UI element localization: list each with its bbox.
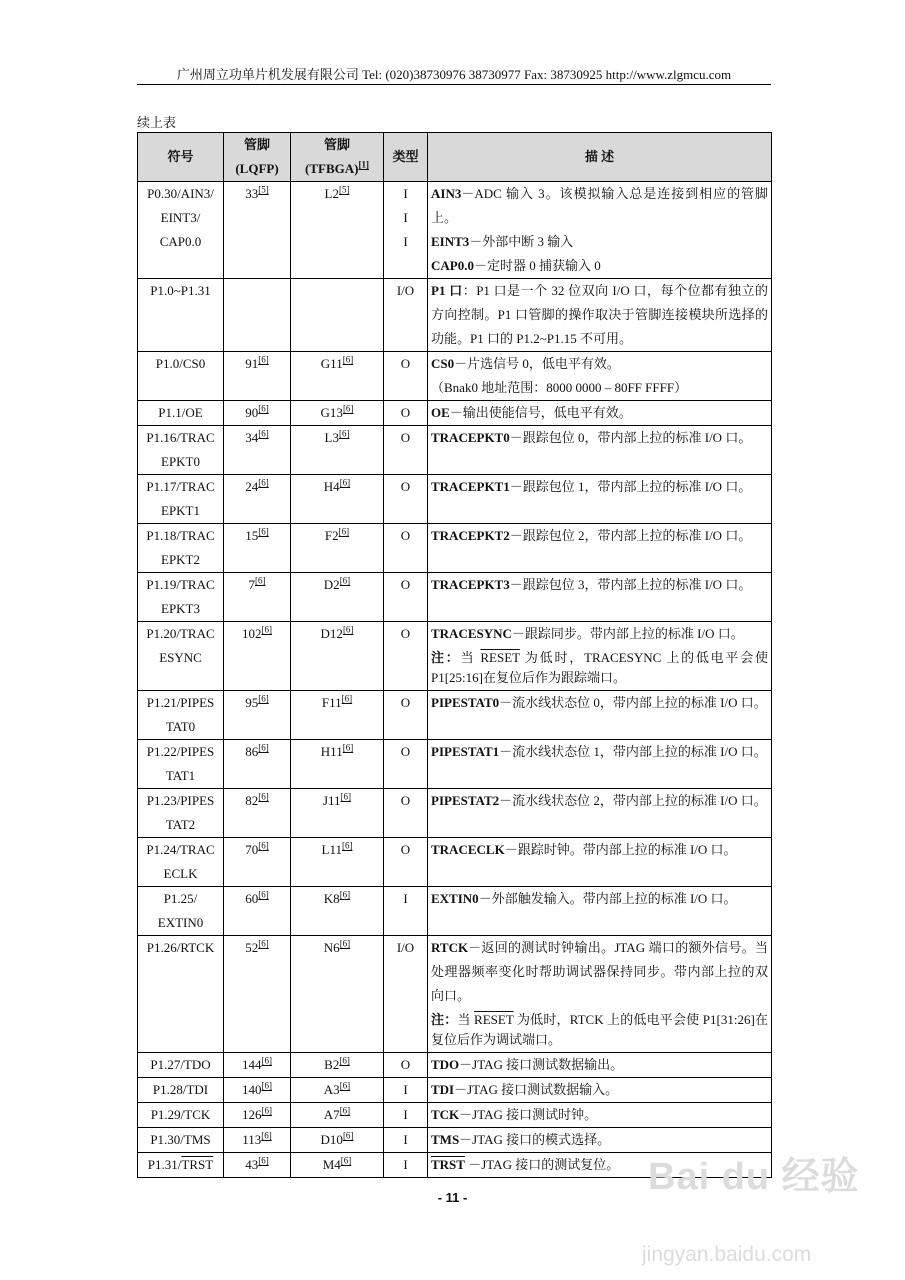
footnote-ref: [5] <box>258 184 269 195</box>
cell-pin-tfbga: D2[6] <box>291 573 384 622</box>
table-row <box>138 1103 772 1128</box>
table-row <box>138 1078 772 1103</box>
cell-description <box>428 182 772 279</box>
cell-type: I <box>384 1078 428 1103</box>
description-line: RTCK－返回的测试时钟输出。JTAG 端口的额外信号。当处理器频率变化时帮助调试器保持同步。带内部上拉的双向口。 <box>431 940 768 1003</box>
symbol-line: P1.19/TRAC <box>146 577 215 592</box>
table-row <box>138 887 772 936</box>
footnote-ref: [6] <box>342 354 354 365</box>
symbol-line: EPKT3 <box>161 601 200 616</box>
footnote-ref: [6] <box>339 1105 351 1116</box>
cell-pin-lqfp: 126[6] <box>224 1103 291 1128</box>
cell-pin-lqfp: 140[6] <box>224 1078 291 1103</box>
cell-symbol <box>138 740 224 789</box>
cell-description <box>428 524 772 573</box>
cell-pin-lqfp: 86[6] <box>224 740 291 789</box>
cell-symbol <box>138 426 224 475</box>
cell-type: I <box>384 1103 428 1128</box>
description-line: OE－输出使能信号，低电平有效。 <box>431 405 632 420</box>
footnote-ref: [6] <box>258 889 269 900</box>
footnote-ref: [6] <box>338 428 350 439</box>
cell-symbol <box>138 887 224 936</box>
cell-description <box>428 1103 772 1128</box>
table-row <box>138 426 772 475</box>
cell-type: I <box>384 1128 428 1153</box>
symbol-line: TAT2 <box>165 817 196 832</box>
cell-description <box>428 1053 772 1078</box>
description-line: TMS－JTAG 接口的模式选择。 <box>431 1132 611 1147</box>
cell-type: O <box>384 426 428 475</box>
cell-pin-lqfp: 15[6] <box>224 524 291 573</box>
symbol-line: EINT3/ <box>160 210 201 225</box>
description-line: TDO－JTAG 接口测试数据输出。 <box>431 1057 624 1072</box>
symbol-line: P1.1/OE <box>158 405 203 420</box>
symbol-line: P1.17/TRAC <box>146 479 215 494</box>
symbol-line: P1.22/PIPES <box>146 744 215 759</box>
table-row <box>138 691 772 740</box>
cell-type: O <box>384 524 428 573</box>
footnote-ref: [6] <box>258 477 269 488</box>
cell-pin-tfbga: D12[6] <box>291 622 384 691</box>
header-pin-lqfp: 管脚 (LQFP) <box>224 133 291 182</box>
symbol-line: P1.23/PIPES <box>146 793 215 808</box>
cell-pin-tfbga: L3[6] <box>291 426 384 475</box>
table-row <box>138 524 772 573</box>
table-row <box>138 573 772 622</box>
cell-pin-lqfp: 7[6] <box>224 573 291 622</box>
cell-description <box>428 691 772 740</box>
cell-type: I I I <box>384 182 428 279</box>
cell-pin-tfbga: B2[6] <box>291 1053 384 1078</box>
cell-description <box>428 352 772 401</box>
cell-pin-lqfp: 52[6] <box>224 936 291 1053</box>
header-rule <box>137 84 771 85</box>
cell-pin-lqfp: 113[6] <box>224 1128 291 1153</box>
cell-type: I/O <box>384 936 428 1053</box>
table-continuation-caption: 续上表 <box>137 115 177 130</box>
cell-pin-tfbga <box>291 279 384 352</box>
cell-symbol <box>138 573 224 622</box>
cell-pin-lqfp: 82[6] <box>224 789 291 838</box>
symbol-overline-part: TRST <box>181 1157 214 1172</box>
footnote-ref: [6] <box>342 1130 354 1141</box>
cell-symbol <box>138 401 224 426</box>
footnote-ref: [6] <box>258 526 269 537</box>
cell-symbol <box>138 838 224 887</box>
cell-pin-tfbga: L11[6] <box>291 838 384 887</box>
description-note: 注：当 RESET 为低时，RTCK 上的低电平会使 P1[31:26]在复位后作为调试端口。 <box>431 1012 768 1047</box>
footnote-ref: [6] <box>261 1055 272 1066</box>
cell-symbol <box>138 1103 224 1128</box>
cell-symbol <box>138 524 224 573</box>
cell-pin-tfbga: L2[5] <box>291 182 384 279</box>
header-description: 描 述 <box>428 133 772 182</box>
cell-pin-lqfp <box>224 279 291 352</box>
cell-pin-lqfp: 95[6] <box>224 691 291 740</box>
pin-description-table <box>137 132 772 1178</box>
cell-type: I <box>384 887 428 936</box>
cell-description <box>428 936 772 1053</box>
symbol-line: P1.18/TRAC <box>146 528 215 543</box>
symbol-line: TAT1 <box>165 768 196 783</box>
description-line: CAP0.0－定时器 0 捕获输入 0 <box>431 258 601 273</box>
cell-type: O <box>384 573 428 622</box>
cell-type: O <box>384 789 428 838</box>
cell-pin-lqfp: 24[6] <box>224 475 291 524</box>
table-row <box>138 352 772 401</box>
symbol-line: EPKT1 <box>161 503 200 518</box>
footnote-ref: [6] <box>339 575 351 586</box>
header-symbol: 符号 <box>138 133 224 182</box>
description-line: EINT3－外部中断 3 输入 <box>431 234 574 249</box>
footnote-ref: [6] <box>258 354 269 365</box>
cell-description <box>428 279 772 352</box>
footnote-ref: [6] <box>339 1080 351 1091</box>
footnote-ref: [6] <box>258 791 269 802</box>
watermark-logo: Bai du 经验 <box>648 1156 860 1198</box>
cell-pin-lqfp: 91[6] <box>224 352 291 401</box>
cell-type: O <box>384 475 428 524</box>
cell-pin-tfbga: K8[6] <box>291 887 384 936</box>
cell-type: O <box>384 691 428 740</box>
cell-pin-tfbga: H11[6] <box>291 740 384 789</box>
symbol-line: P1.28/TDI <box>152 1082 209 1097</box>
description-line: TRACECLK－跟踪时钟。带内部上拉的标准 I/O 口。 <box>431 842 737 857</box>
cell-symbol <box>138 691 224 740</box>
cell-pin-tfbga: D10[6] <box>291 1128 384 1153</box>
table-row <box>138 401 772 426</box>
footnote-ref: [6] <box>258 840 269 851</box>
description-line: TRACEPKT3－跟踪包位 3，带内部上拉的标准 I/O 口。 <box>431 577 752 592</box>
cell-description <box>428 573 772 622</box>
footnote-ref: [6] <box>261 1130 272 1141</box>
description-line: TRACEPKT1－跟踪包位 1，带内部上拉的标准 I/O 口。 <box>431 479 752 494</box>
symbol-line: ESYNC <box>159 650 202 665</box>
cell-pin-tfbga: G13[6] <box>291 401 384 426</box>
footnote-ref: [6] <box>341 840 353 851</box>
footnote-ref: [6] <box>342 624 354 635</box>
footnote-ref: [6] <box>338 526 350 537</box>
cell-description <box>428 1078 772 1103</box>
cell-description <box>428 887 772 936</box>
description-line: TRACEPKT2－跟踪包位 2，带内部上拉的标准 I/O 口。 <box>431 528 752 543</box>
description-note: 注：当 RESET 为低时，TRACESYNC 上的低电平会使 P1[25:16]在复位后作为跟踪端口。 <box>431 650 768 685</box>
symbol-line: P1.16/TRAC <box>146 430 215 445</box>
description-line: TRACEPKT0－跟踪包位 0，带内部上拉的标准 I/O 口。 <box>431 430 752 445</box>
symbol-line: P1.29/TCK <box>150 1107 211 1122</box>
footnote-ref: [6] <box>341 693 353 704</box>
footnote-ref: [6] <box>339 889 351 900</box>
symbol-line: EPKT0 <box>161 454 200 469</box>
symbol-line: P1.30/TMS <box>150 1132 211 1147</box>
footnote-ref: [6] <box>258 403 269 414</box>
symbol-line: P1.27/TDO <box>150 1057 211 1072</box>
description-line: PIPESTAT1－流水线状态位 1，带内部上拉的标准 I/O 口。 <box>431 744 767 759</box>
symbol-line: P1.20/TRAC <box>146 626 215 641</box>
cell-pin-tfbga: M4[6] <box>291 1153 384 1178</box>
cell-description <box>428 838 772 887</box>
cell-type: O <box>384 401 428 426</box>
description-line: TDI－JTAG 接口测试数据输入。 <box>431 1082 619 1097</box>
cell-pin-lqfp: 60[6] <box>224 887 291 936</box>
cell-pin-tfbga: F2[6] <box>291 524 384 573</box>
cell-pin-lqfp: 33[5] <box>224 182 291 279</box>
cell-pin-lqfp: 43[6] <box>224 1153 291 1178</box>
symbol-line: P1.24/TRAC <box>146 842 215 857</box>
cell-pin-tfbga: J11[6] <box>291 789 384 838</box>
cell-symbol <box>138 182 224 279</box>
cell-symbol <box>138 1078 224 1103</box>
cell-symbol <box>138 1128 224 1153</box>
table-row <box>138 475 772 524</box>
footnote-ref: [6] <box>339 1055 350 1066</box>
table-row <box>138 622 772 691</box>
cell-type: O <box>384 622 428 691</box>
header-type: 类型 <box>384 133 428 182</box>
symbol-line: P1.21/PIPES <box>146 695 215 710</box>
footnote-ref: [6] <box>339 938 351 949</box>
description-line: EXTIN0－外部触发输入。带内部上拉的标准 I/O 口。 <box>431 891 737 906</box>
symbol-line: P1.31/TRST <box>147 1157 214 1172</box>
description-line: TCK－JTAG 接口测试时钟。 <box>431 1107 598 1122</box>
table-row <box>138 740 772 789</box>
footnote-ref: [6] <box>258 742 269 753</box>
cell-pin-tfbga: F11[6] <box>291 691 384 740</box>
cell-symbol <box>138 1053 224 1078</box>
baidu-jingyan-watermark <box>640 1135 860 1275</box>
footnote-ref: [6] <box>258 1155 269 1166</box>
cell-description <box>428 789 772 838</box>
cell-symbol <box>138 789 224 838</box>
symbol-line: P0.30/AIN3/ <box>147 186 214 201</box>
description-line: P1 口：P1 口是一个 32 位双向 I/O 口，每个位都有独立的方向控制。P1 口管脚的操作取决于管脚连接模块所选择的功能。P1 口的 P1.2~P1.15 不可用。 <box>431 283 768 346</box>
table-row <box>138 1053 772 1078</box>
footnote-ref: [6] <box>255 575 266 586</box>
table-row <box>138 182 772 279</box>
footnote-ref: [6] <box>261 1105 272 1116</box>
cell-pin-lqfp: 144[6] <box>224 1053 291 1078</box>
table-row <box>138 936 772 1053</box>
cell-description <box>428 475 772 524</box>
cell-description <box>428 622 772 691</box>
footnote-ref: [6] <box>342 403 354 414</box>
cell-symbol <box>138 622 224 691</box>
table-row <box>138 279 772 352</box>
symbol-line: P1.26/RTCK <box>146 940 215 955</box>
symbol-line: TAT0 <box>165 719 196 734</box>
description-line: TRST －JTAG 接口的测试复位。 <box>431 1157 620 1172</box>
footnote-ref: [6] <box>261 624 272 635</box>
cell-symbol <box>138 475 224 524</box>
cell-pin-lqfp: 102[6] <box>224 622 291 691</box>
footnote-ref: [6] <box>258 428 269 439</box>
description-line: AIN3－ADC 输入 3。该模拟输入总是连接到相应的管脚上。 <box>431 186 768 225</box>
cell-pin-tfbga: G11[6] <box>291 352 384 401</box>
cell-symbol <box>138 279 224 352</box>
table-header-row <box>138 133 772 182</box>
footnote-ref: [6] <box>340 1155 352 1166</box>
cell-type: I <box>384 1153 428 1178</box>
symbol-line: EPKT2 <box>161 552 200 567</box>
footnote-ref: [6] <box>258 938 269 949</box>
cell-pin-tfbga: N6[6] <box>291 936 384 1053</box>
cell-type: I/O <box>384 279 428 352</box>
cell-symbol <box>138 352 224 401</box>
cell-pin-lqfp: 34[6] <box>224 426 291 475</box>
description-line: （Bnak0 地址范围：8000 0000 – 80FF FFFF） <box>431 380 688 395</box>
cell-pin-tfbga: A3[6] <box>291 1078 384 1103</box>
cell-pin-lqfp: 90[6] <box>224 401 291 426</box>
table-row <box>138 838 772 887</box>
footnote-ref: [6] <box>342 742 354 753</box>
symbol-line: CAP0.0 <box>159 234 202 249</box>
symbol-line: EXTIN0 <box>157 915 204 930</box>
footnote-ref: [6] <box>340 791 352 802</box>
symbol-line: ECLK <box>163 866 198 881</box>
page-header: 广州周立功单片机发展有限公司 Tel: (020)38730976 38730977 Fax: 38730925 http://www.zlgmcu.com <box>176 67 732 82</box>
cell-description <box>428 426 772 475</box>
table-row <box>138 789 772 838</box>
cell-pin-tfbga: A7[6] <box>291 1103 384 1128</box>
footnote-ref: [6] <box>258 693 269 704</box>
footnote-ref: [6] <box>339 477 351 488</box>
symbol-line: P1.0~P1.31 <box>150 283 211 298</box>
page-number: - 11 - <box>437 1190 468 1205</box>
footnote-ref: [6] <box>261 1080 272 1091</box>
watermark-url: jingyan.baidu.com <box>642 1243 812 1266</box>
cell-symbol <box>138 936 224 1053</box>
cell-pin-lqfp: 70[6] <box>224 838 291 887</box>
header-pin-tfbga: 管脚 (TFBGA)[1] <box>291 133 384 182</box>
description-line: PIPESTAT2－流水线状态位 2，带内部上拉的标准 I/O 口。 <box>431 793 767 808</box>
cell-description <box>428 401 772 426</box>
symbol-line: P1.25/ <box>163 891 198 906</box>
cell-type: O <box>384 838 428 887</box>
cell-type: O <box>384 740 428 789</box>
cell-type: O <box>384 352 428 401</box>
description-line: TRACESYNC－跟踪同步。带内部上拉的标准 I/O 口。 <box>431 626 744 641</box>
cell-type: O <box>384 1053 428 1078</box>
description-line: PIPESTAT0－流水线状态位 0，带内部上拉的标准 I/O 口。 <box>431 695 767 710</box>
cell-description <box>428 740 772 789</box>
cell-symbol <box>138 1153 224 1178</box>
symbol-line: P1.0/CS0 <box>155 356 206 371</box>
description-line: CS0－片选信号 0，低电平有效。 <box>431 356 620 371</box>
cell-pin-tfbga: H4[6] <box>291 475 384 524</box>
footnote-ref: [5] <box>338 184 350 195</box>
